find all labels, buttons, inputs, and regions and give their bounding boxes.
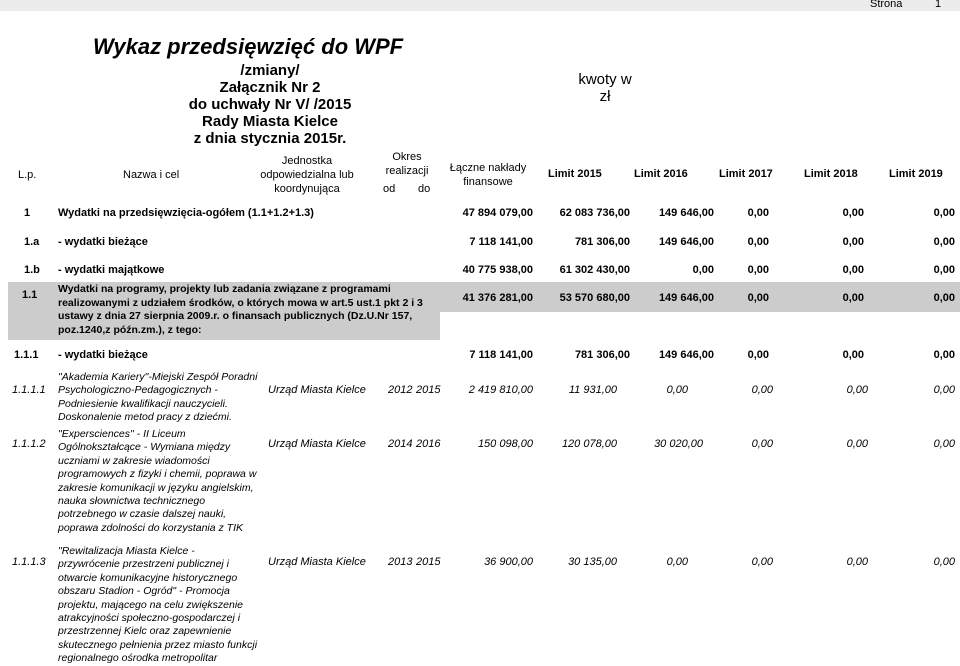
row-total: 7 118 141,00 <box>469 349 533 361</box>
row-limit-2015: 61 302 430,00 <box>559 264 630 276</box>
row-limit-2018: 0,00 <box>846 556 868 568</box>
row-limit-2016: 30 020,00 <box>654 438 703 450</box>
row-limit-2016: 149 646,00 <box>658 349 714 361</box>
resolution-block <box>170 62 370 147</box>
header-unit-line: koordynująca <box>274 183 340 195</box>
row-name: "Expersciences" - II Liceum Ogólnokształcące - Wymiana między uczniami w zakresie wiadomości programowych z fizyki i chemii, poprawa w zakresie komunikacji w języku angielskim, nauka słownictwa technicznego potrzebnego w czasie dalszej nauki, poprawa zdolności do korzystania z TIK <box>58 428 257 534</box>
header-limit-2018: Limit 2018 <box>804 168 858 180</box>
row-limit-2018: 0,00 <box>842 207 864 219</box>
row-from: 2014 <box>388 438 413 450</box>
header-period-from: od <box>383 183 396 195</box>
page-label: Strona <box>870 0 903 10</box>
row-limit-2019: 0,00 <box>933 207 955 219</box>
row-limit-2015: 781 306,00 <box>574 236 630 248</box>
row-limit-2018: 0,00 <box>842 236 864 248</box>
row-limit-2019: 0,00 <box>933 236 955 248</box>
row-lp: 1.1.1.3 <box>12 556 46 568</box>
row-name: "Rewitalizacja Miasta Kielce - przywrócenie przestrzeni publicznej i otwarcie komunikacyjne historycznego obszaru Stadion - Ogród" - Promocja projektu, mającego na celu zwiększenie atrakcyjności społeczno-gospodarczej i przestrzennej Kielc oraz zapewnienie skutecznego pełnienia przez miasto funkcji regionalnego ośrodka metropolitar <box>58 545 258 665</box>
row-limit-2019: 0,00 <box>933 292 955 304</box>
row-unit: Urząd Miasta Kielce <box>268 384 366 396</box>
resolution-line: do uchwały Nr V/ /2015 <box>188 96 352 113</box>
resolution-line: z dnia stycznia 2015r. <box>193 130 347 147</box>
document-title: Wykaz przedsięwzięć do WPF <box>93 34 404 59</box>
row-name: "Akademia Kariery"-Miejski Zespół Poradni Psychologiczno-Pedagogicznych - Podniesienie kwalifikacji nauczycieli. Doskonalenie metod pracy z dziećmi. <box>58 371 258 424</box>
header-period-line: realizacji <box>385 165 429 177</box>
header-unit-line: Jednostka <box>281 155 333 167</box>
row-limit-2017: 0,00 <box>747 349 769 361</box>
row-name: Wydatki na przedsięwzięcia-ogółem (1.1+1.2+1.3) <box>58 207 314 219</box>
row-limit-2017: 0,00 <box>747 236 769 248</box>
row-limit-2015: 781 306,00 <box>574 349 630 361</box>
row-limit-2018: 0,00 <box>846 384 868 396</box>
row-limit-2019: 0,00 <box>933 556 955 568</box>
row-lp: 1.a <box>24 236 40 248</box>
row-name: - wydatki majątkowe <box>58 264 165 276</box>
header-lp: L.p. <box>18 169 37 181</box>
row-total: 40 775 938,00 <box>462 264 533 276</box>
row-limit-2016: 0,00 <box>692 264 714 276</box>
row-limit-2018: 0,00 <box>842 292 864 304</box>
header-period-to: do <box>418 183 431 195</box>
currency-note-line: zł <box>599 88 611 105</box>
row-limit-2018: 0,00 <box>846 438 868 450</box>
header-unit <box>247 154 367 196</box>
header-total <box>443 161 533 189</box>
header-limit-2016: Limit 2016 <box>634 168 688 180</box>
row-lp: 1.b <box>24 264 40 276</box>
row-limit-2015: 53 570 680,00 <box>559 292 630 304</box>
row-limit-2019: 0,00 <box>933 349 955 361</box>
currency-note <box>555 71 655 105</box>
row-limit-2015: 62 083 736,00 <box>559 207 630 219</box>
row-limit-2018: 0,00 <box>842 264 864 276</box>
row-lp: 1.1.1.1 <box>12 384 46 396</box>
row-limit-2016: 0,00 <box>666 556 688 568</box>
row-limit-2017: 0,00 <box>751 556 773 568</box>
row-from: 2012 <box>388 384 413 396</box>
top-bar <box>0 0 960 11</box>
header-name: Nazwa i cel <box>123 169 180 181</box>
row-limit-2016: 0,00 <box>666 384 688 396</box>
row-limit-2019: 0,00 <box>933 384 955 396</box>
resolution-line: Rady Miasta Kielce <box>202 113 338 130</box>
row-limit-2015: 11 931,00 <box>568 384 617 396</box>
row-limit-2016: 149 646,00 <box>658 207 714 219</box>
row-lp: 1 <box>24 207 31 219</box>
header-unit-line: odpowiedzialna lub <box>260 169 354 181</box>
row-limit-2018: 0,00 <box>842 349 864 361</box>
header-limit-2015: Limit 2015 <box>548 168 602 180</box>
row-name: - wydatki bieżące <box>58 236 148 248</box>
resolution-line: /zmiany/ <box>240 62 300 79</box>
header-period-line: Okres <box>392 151 422 163</box>
row-total: 47 894 079,00 <box>462 207 533 219</box>
row-limit-2015: 120 078,00 <box>561 438 617 450</box>
row-to: 2016 <box>416 438 441 450</box>
row-from: 2013 <box>388 556 413 568</box>
row-name: Wydatki na programy, projekty lub zadania związane z programami realizowanymi z udziałem środków, o których mowa w art.5 ust.1 pkt 2 i 3 ustawy z dnia 27 sierpnia 2009.r. o finansach publicznych (Dz.U.Nr 157, poz.1240,z późn.zm.), z tego: <box>58 283 423 336</box>
header-period <box>372 150 442 178</box>
header-limit-2017: Limit 2017 <box>719 168 773 180</box>
row-limit-2016: 149 646,00 <box>658 236 714 248</box>
row-limit-2017: 0,00 <box>747 264 769 276</box>
row-limit-2019: 0,00 <box>933 438 955 450</box>
row-total: 36 900,00 <box>484 556 533 568</box>
row-unit: Urząd Miasta Kielce <box>268 556 366 568</box>
resolution-line: Załącznik Nr 2 <box>219 79 321 96</box>
row-total: 2 419 810,00 <box>468 384 533 396</box>
row-limit-2017: 0,00 <box>751 384 773 396</box>
row-lp: 1.1 <box>22 289 38 301</box>
header-total-line: finansowe <box>463 176 513 188</box>
row-total: 7 118 141,00 <box>469 236 533 248</box>
row-limit-2016: 149 646,00 <box>658 292 714 304</box>
row-total: 41 376 281,00 <box>462 292 533 304</box>
row-to: 2015 <box>416 556 441 568</box>
row-limit-2017: 0,00 <box>747 292 769 304</box>
row-lp: 1.1.1.2 <box>12 438 46 450</box>
row-lp: 1.1.1 <box>14 349 39 361</box>
header-total-line: Łączne nakłady <box>449 162 527 174</box>
row-unit: Urząd Miasta Kielce <box>268 438 366 450</box>
row-limit-2015: 30 135,00 <box>568 556 617 568</box>
row-limit-2017: 0,00 <box>747 207 769 219</box>
row-limit-2019: 0,00 <box>933 264 955 276</box>
page-number: 1 <box>935 0 942 10</box>
header-limit-2019: Limit 2019 <box>889 168 943 180</box>
currency-note-line: kwoty w <box>578 71 632 88</box>
row-limit-2017: 0,00 <box>751 438 773 450</box>
row-name: - wydatki bieżące <box>58 349 148 361</box>
row-total: 150 098,00 <box>477 438 533 450</box>
row-to: 2015 <box>416 384 441 396</box>
